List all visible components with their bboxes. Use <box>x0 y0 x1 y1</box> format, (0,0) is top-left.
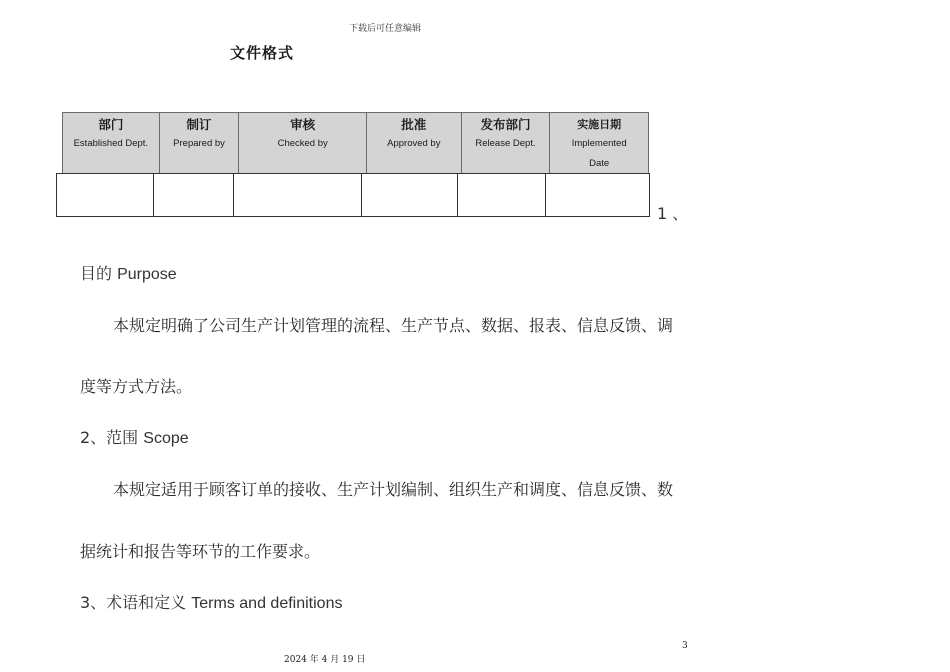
heading-zh: 目的 <box>80 264 118 283</box>
heading-en: Scope <box>143 430 189 447</box>
header-cell-dept <box>63 113 160 173</box>
document-title: 文件格式 <box>230 44 295 62</box>
page-number: 3 <box>682 641 688 651</box>
header-cell-zh: 实施日期 <box>577 118 622 131</box>
table-cell[interactable] <box>458 174 546 216</box>
table-cell[interactable] <box>362 174 458 216</box>
approval-table-row <box>56 173 650 217</box>
header-cell-en: Established Dept. <box>73 138 149 149</box>
header-cell-en: Date <box>589 158 610 169</box>
table-cell[interactable] <box>234 174 362 216</box>
header-note: 下载后可任意编辑 <box>348 24 421 34</box>
section-3-heading <box>80 590 342 613</box>
approval-table-header <box>62 112 649 174</box>
header-cell-en: Release Dept. <box>475 138 536 149</box>
section-1-body-line-1: 本规定明确了公司生产计划管理的流程、生产节点、数据、报表、信息反馈、调 <box>113 316 674 335</box>
section-1-number: 1 、 <box>657 204 689 223</box>
header-cell-zh: 制订 <box>186 117 212 132</box>
header-cell-prepared <box>160 113 240 173</box>
header-cell-checked <box>239 113 367 173</box>
heading-en: Purpose <box>117 266 177 283</box>
header-cell-approved <box>367 113 462 173</box>
header-cell-implemented <box>550 113 648 173</box>
section-1-heading <box>80 261 177 284</box>
table-cell[interactable] <box>546 174 649 216</box>
section-2-body-line-2: 据统计和报告等环节的工作要求。 <box>80 542 321 561</box>
table-cell[interactable] <box>154 174 234 216</box>
heading-zh: 2、范围 <box>80 428 144 447</box>
footer-date: 2024 年 4 月 19 日 <box>284 655 366 665</box>
heading-en: Terms and definitions <box>191 595 343 612</box>
header-cell-zh: 发布部门 <box>480 117 531 132</box>
header-cell-zh: 部门 <box>98 117 124 132</box>
header-cell-en: Approved by <box>387 138 441 149</box>
section-2-body-line-1: 本规定适用于顾客订单的接收、生产计划编制、组织生产和调度、信息反馈、数 <box>113 480 674 499</box>
header-cell-release <box>462 113 551 173</box>
section-2-heading <box>80 425 189 448</box>
table-cell[interactable] <box>57 174 154 216</box>
heading-zh: 3、术语和定义 <box>80 593 192 612</box>
header-cell-en: Implemented <box>571 138 627 149</box>
header-cell-en: Checked by <box>277 138 328 149</box>
section-1-body-line-2: 度等方式方法。 <box>80 377 193 396</box>
header-cell-zh: 批准 <box>401 117 427 132</box>
header-cell-zh: 审核 <box>290 117 316 132</box>
header-cell-en: Prepared by <box>173 138 225 149</box>
